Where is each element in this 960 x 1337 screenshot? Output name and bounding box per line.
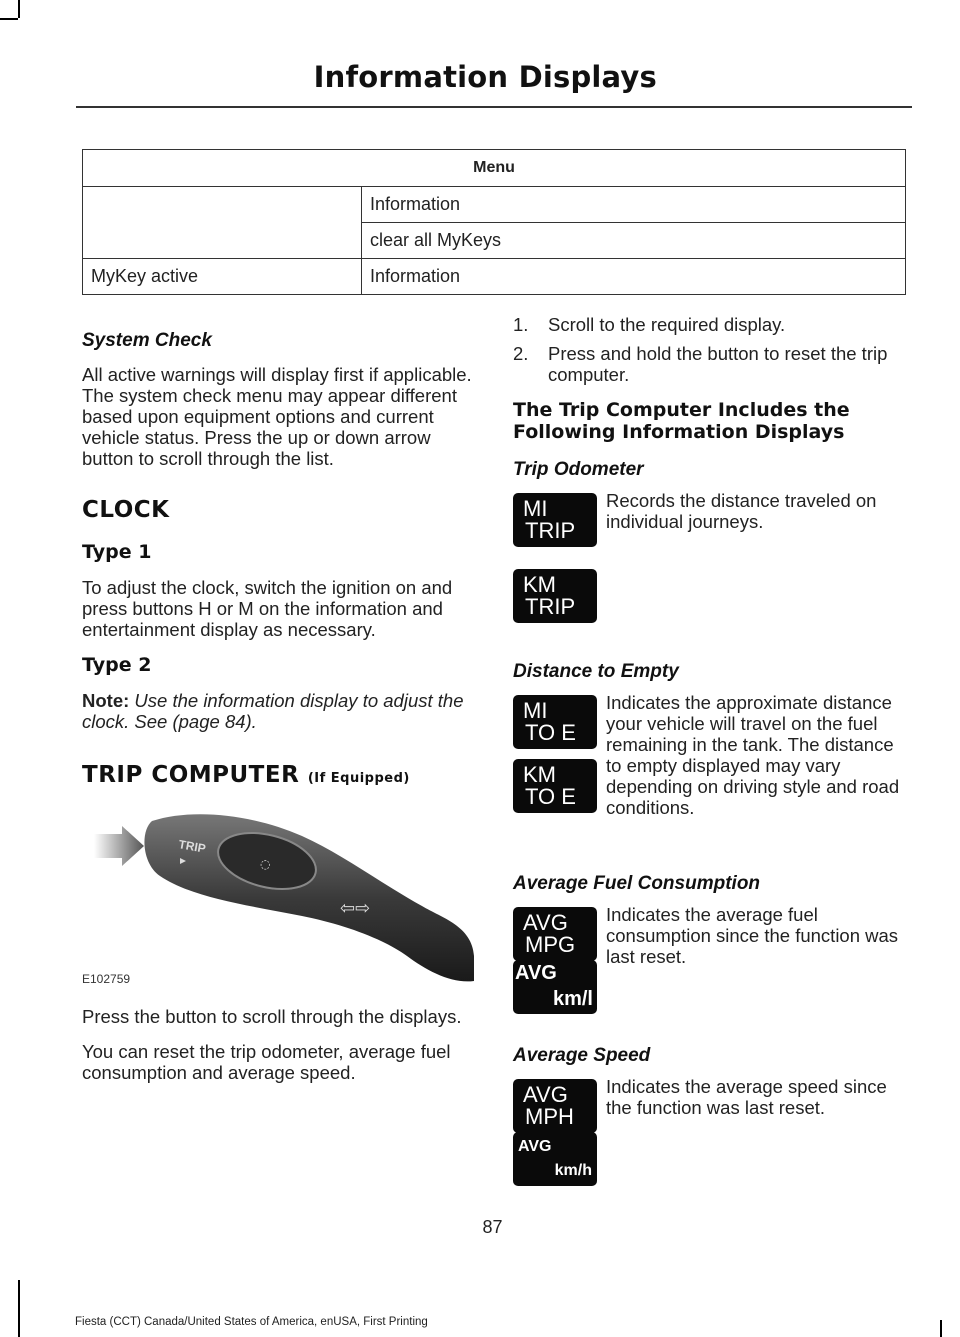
- avg-kml-icon: [513, 960, 597, 1014]
- step-number: 2.: [513, 343, 529, 364]
- avg-kmh-icon: [513, 1132, 597, 1186]
- icon-line1: AVG: [518, 1138, 552, 1155]
- step-text: Press and hold the button to reset the trip computer.: [548, 343, 888, 385]
- table-cell: MyKey active: [83, 259, 362, 295]
- mi-to-e-icon: [513, 695, 597, 749]
- icon-line2: TRIP: [525, 594, 576, 619]
- includes-heading: The Trip Computer Includes the Following Information Displays: [513, 399, 850, 443]
- trip-odometer-text: Records the distance traveled on individual journeys.: [606, 490, 877, 532]
- steps-list: [513, 314, 907, 385]
- table-cell: [83, 187, 362, 259]
- trip-stalk-figure: [82, 806, 474, 986]
- table-header-row: [83, 150, 906, 187]
- icon-line2: MPG: [525, 932, 576, 957]
- type1-text: To adjust the clock, switch the ignition on and press buttons H or M on the information and entertainment display as necessary.: [82, 577, 453, 640]
- icon-line1: MI: [523, 698, 548, 723]
- trip-odometer-item: [513, 490, 907, 661]
- type2-heading: Type 2: [82, 654, 152, 676]
- avg-fuel-item: [513, 904, 907, 1045]
- header-divider: [76, 106, 912, 108]
- icon-line2: km/h: [554, 1162, 592, 1179]
- system-check-heading: System Check: [82, 330, 212, 351]
- menu-table: [82, 149, 906, 295]
- page-number: 87: [482, 1217, 503, 1237]
- icon-line1: AVG: [523, 1082, 568, 1107]
- press-text: Press the button to scroll through the displays.: [82, 1006, 462, 1027]
- avg-fuel-heading: Average Fuel Consumption: [513, 873, 761, 894]
- table-cell: clear all MyKeys: [362, 223, 906, 259]
- km-trip-icon: [513, 569, 597, 623]
- avg-speed-text: Indicates the average speed since the function was last reset.: [606, 1076, 887, 1118]
- table-cell: Information: [362, 187, 906, 223]
- step-number: 1.: [513, 314, 529, 335]
- avg-fuel-text: Indicates the average fuel consumption since the function was last reset.: [606, 904, 899, 967]
- avg-speed-heading: Average Speed: [513, 1045, 651, 1066]
- left-column: [82, 330, 474, 1097]
- note-label: Note:: [82, 690, 130, 711]
- figure-code: E102759: [82, 972, 131, 986]
- icon-line2: TO E: [525, 784, 576, 809]
- step-text: Scroll to the required display.: [548, 314, 786, 335]
- svg-text:◌: ◌: [260, 857, 271, 871]
- list-item: [513, 314, 907, 335]
- table-row: [83, 259, 906, 295]
- system-check-text: All active warnings will display first if applicable. The system check menu may appear different based upon equipment options and current vehicle status. Press the up or down arrow button to scroll through the list.: [82, 364, 472, 469]
- avg-mpg-icon: [513, 907, 597, 961]
- icon-line1: AVG: [523, 910, 568, 935]
- table-header-cell: Menu: [83, 150, 906, 187]
- trip-odometer-heading: Trip Odometer: [513, 459, 644, 480]
- trip-computer-heading: [82, 762, 474, 788]
- table-cell: Information: [362, 259, 906, 295]
- icon-line2: TO E: [525, 720, 576, 745]
- trip-computer-title: TRIP COMPUTER: [82, 762, 300, 788]
- stalk-trip-label: TRIP: [177, 837, 207, 856]
- trip-computer-suffix: (If Equipped): [307, 771, 410, 786]
- mi-trip-icon: [513, 493, 597, 547]
- icon-line2: TRIP: [525, 518, 576, 543]
- icon-line1: AVG: [515, 962, 557, 984]
- page-title: Information Displays: [313, 60, 657, 94]
- clock-heading: CLOCK: [82, 497, 170, 523]
- crop-mark: [18, 1280, 20, 1337]
- icon-line1: KM: [523, 762, 556, 787]
- table-row: [83, 187, 906, 223]
- avg-speed-item: [513, 1076, 907, 1199]
- km-to-e-icon: [513, 759, 597, 813]
- icon-line2: km/l: [552, 988, 593, 1010]
- right-column: [513, 314, 907, 1199]
- trip-stalk-illustration: [82, 806, 474, 986]
- arrow-icon: [94, 826, 144, 866]
- list-item: [513, 343, 907, 385]
- crop-mark: [18, 0, 20, 18]
- type1-heading: Type 1: [82, 541, 152, 563]
- footer-text: Fiesta (CCT) Canada/United States of America, enUSA, First Printing: [75, 1316, 428, 1328]
- icon-line2: MPH: [525, 1104, 574, 1129]
- note-text: Use the information display to adjust the clock. See (page 84).: [82, 690, 464, 732]
- icon-line1: KM: [523, 572, 556, 597]
- crop-mark: [940, 1320, 942, 1337]
- note-paragraph: [82, 690, 474, 732]
- distance-to-empty-text: Indicates the approximate distance your vehicle will travel on the fuel remaining in the tank. The distance to empty displayed may vary depending on driving style and road conditions.: [606, 692, 900, 818]
- icon-line1: MI: [523, 496, 548, 521]
- reset-text: You can reset the trip odometer, average fuel consumption and average speed.: [82, 1041, 451, 1083]
- double-arrow-icon: ⇦⇨: [340, 898, 371, 919]
- avg-mph-icon: [513, 1079, 597, 1133]
- distance-to-empty-item: [513, 692, 907, 873]
- crop-mark: [0, 18, 18, 20]
- distance-to-empty-heading: Distance to Empty: [513, 661, 679, 682]
